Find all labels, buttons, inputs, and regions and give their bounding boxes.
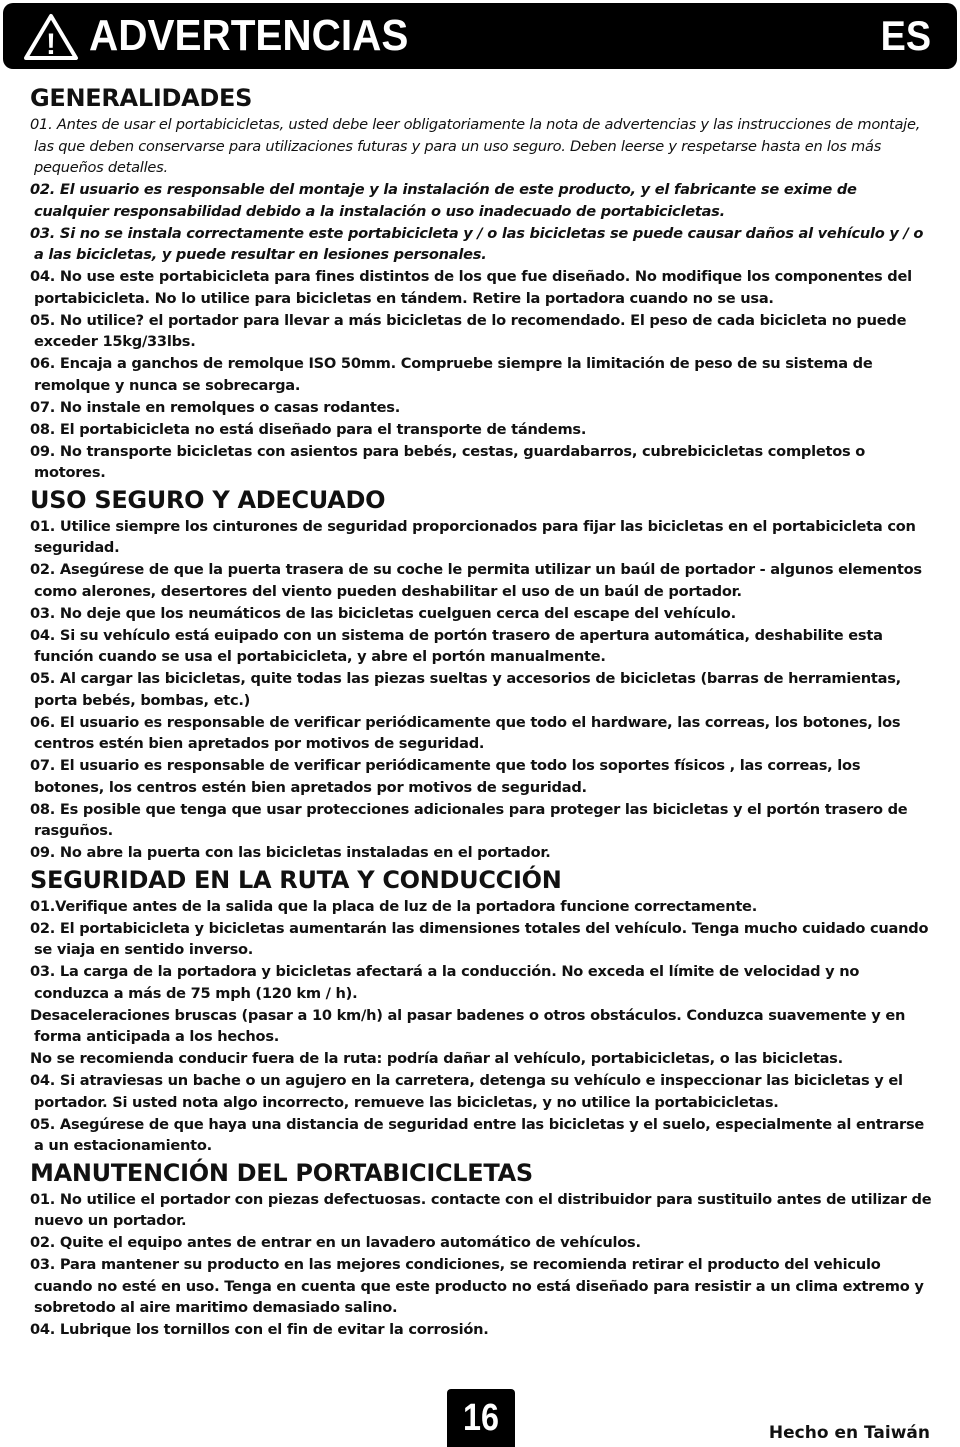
- warning-triangle-icon: [23, 13, 79, 61]
- warning-item: 04. No use este portabicicleta para fines distintos de los que fue diseñado. No modifique los componentes del portabicicleta. No lo utilice para bicicletas en tándem. Retire la portadora cuando no se usa.: [30, 268, 912, 307]
- warning-item: No se recomienda conducir fuera de la ruta: podría dañar al vehículo, portabicicletas, o las bicicletas.: [30, 1050, 843, 1067]
- warning-item: 05. Asegúrese de que haya una distancia de seguridad entre las bicicletas y el suelo, especialmente al entrarse a un estacionamiento.: [30, 1115, 925, 1154]
- warning-item: 01.Verifique antes de la salida que la placa de luz de la portadora funcione correctamente.: [30, 897, 758, 915]
- warning-item: 08. El portabicicleta no está diseñado para el transporte de tándems.: [30, 420, 587, 438]
- section-title: SEGURIDAD EN LA RUTA Y CONDUCCIÓN: [30, 865, 562, 894]
- warning-item: 02. Quite el equipo antes de entrar en un lavadero automático de vehículos.: [30, 1234, 641, 1251]
- warning-item: 01. Antes de usar el portabicicletas, usted debe leer obligatoriamente la nota de advertencias y las instrucciones de montaje, las que deben conservarse para utilizaciones futuras y para un uso seguro. Deben leerse y respetarse hasta en los más pequeños detalles.: [30, 116, 921, 176]
- warning-item: Desaceleraciones bruscas (pasar a 10 km/h) al pasar badenes o otros obstáculos. Conduzca suavemente y en forma anticipada a los hechos.: [30, 1006, 906, 1045]
- warning-item: 04. Si su vehículo está euipado con un sistema de portón trasero de apertura automática, deshabilite esta función cuando se usa el portabicicleta, y abre el portón manualmente.: [30, 626, 883, 665]
- header-bar: [3, 3, 957, 69]
- section-title: USO SEGURO Y ADECUADO: [30, 485, 386, 514]
- made-in-label: Hecho en Taiwán: [768, 1423, 930, 1443]
- warning-item: 05. No utilice? el portador para llevar a más bicicletas de lo recomendado. El peso de cada bicicleta no puede exceder 15kg/33lbs.: [30, 311, 907, 350]
- warning-item: 09. No abre la puerta con las bicicletas instaladas en el portador.: [30, 844, 551, 861]
- warning-item: 02. Asegúrese de que la puerta trasera de su coche le permita utilizar un baúl de portador - algunos elementos como alerones, desertores del viento pueden deshabilitar el uso de un baúl de portador.: [30, 561, 922, 600]
- warning-item: 04. Si atraviesas un bache o un agujero en la carretera, detenga su vehículo e inspeccionar las bicicletas y el portador. Si usted nota algo incorrecto, remueve las bicicletas, y no utilice la portabicicletas.: [30, 1072, 903, 1111]
- warning-item: 03. Si no se instala correctamente este portabicicleta y / o las bicicletas se puede causar daños al vehículo y / o a las bicicletas, y puede resultar en lesiones personales.: [30, 224, 924, 263]
- section-1: [30, 486, 935, 864]
- warning-item: 07. El usuario es responsable de verificar periódicamente que todo los soportes físicos , las correas, los botones, los centros estén bien apretados por motivos de seguridad.: [30, 757, 861, 796]
- warning-item: 07. No instale en remolques o casas rodantes.: [30, 398, 401, 416]
- warning-item: 08. Es posible que tenga que usar protecciones adicionales para proteger las bicicletas y el portón trasero de rasguños.: [30, 800, 908, 839]
- warning-item: 03. No deje que los neumáticos de las bicicletas cuelguen cerca del escape del vehículo.: [30, 604, 736, 622]
- warning-item: 03. La carga de la portadora y bicicletas afectará a la conducción. No exceda el límite de velocidad y no conduzca a más de 75 mph (120 km / h).: [30, 963, 860, 1002]
- page-title: ADVERTENCIAS: [89, 11, 409, 60]
- warning-item: 04. Lubrique los tornillos con el fin de evitar la corrosión.: [30, 1321, 489, 1338]
- warning-item: 06. Encaja a ganchos de remolque ISO 50mm. Compruebe siempre la limitación de peso de su sistema de remolque y nunca se sobrecarga.: [30, 355, 873, 394]
- section-3: [30, 1159, 935, 1341]
- warning-item: 02. El portabicicleta y bicicletas aumentarán las dimensiones totales del vehículo. Tenga mucho cuidado cuando se viaja en sentido inverso.: [30, 919, 929, 958]
- warning-item: 05. Al cargar las bicicletas, quite todas las piezas sueltas y accesorios de bicicletas (barras de herramientas, porta bebés, bombas, etc.): [30, 670, 901, 709]
- page-number-box: [447, 1389, 515, 1447]
- warning-item: 06. El usuario es responsable de verificar periódicamente que todo el hardware, las correas, los botones, los centros estén bien apretados por motivos de seguridad.: [30, 713, 901, 752]
- warning-item: 03. Para mantener su producto en las mejores condiciones, se recomienda retirar el producto del vehiculo cuando no esté en uso. Tenga en cuenta que este producto no está diseñado para resistir a un clima extremo y sobretodo al aire maritimo demasiado salino.: [30, 1256, 924, 1316]
- warnings-content: [30, 84, 935, 1341]
- warning-glyph: !: [46, 28, 56, 61]
- section-title: MANUTENCIÓN DEL PORTABICICLETAS: [30, 1158, 533, 1187]
- page-number: 16: [463, 1397, 499, 1439]
- warning-item: 09. No transporte bicicletas con asientos para bebés, cestas, guardabarros, cubrebicicletas completos o motores.: [30, 442, 866, 481]
- language-code: ES: [880, 12, 931, 59]
- section-2: [30, 866, 935, 1157]
- section-title: GENERALIDADES: [30, 84, 253, 112]
- warning-item: 01. Utilice siempre los cinturones de seguridad proporcionados para fijar las bicicletas en el portabicicleta con seguridad.: [30, 517, 916, 556]
- section-0: [30, 84, 935, 484]
- warning-item: 02. El usuario es responsable del montaje y la instalación de este producto, y el fabricante se exime de cualquier responsabilidad debido a la instalación o uso inadecuado de portabicicletas.: [30, 181, 857, 220]
- warning-item: 01. No utilice el portador con piezas defectuosas. contacte con el distribuidor para sustituilo antes de utilizar de nuevo un portador.: [30, 1190, 932, 1229]
